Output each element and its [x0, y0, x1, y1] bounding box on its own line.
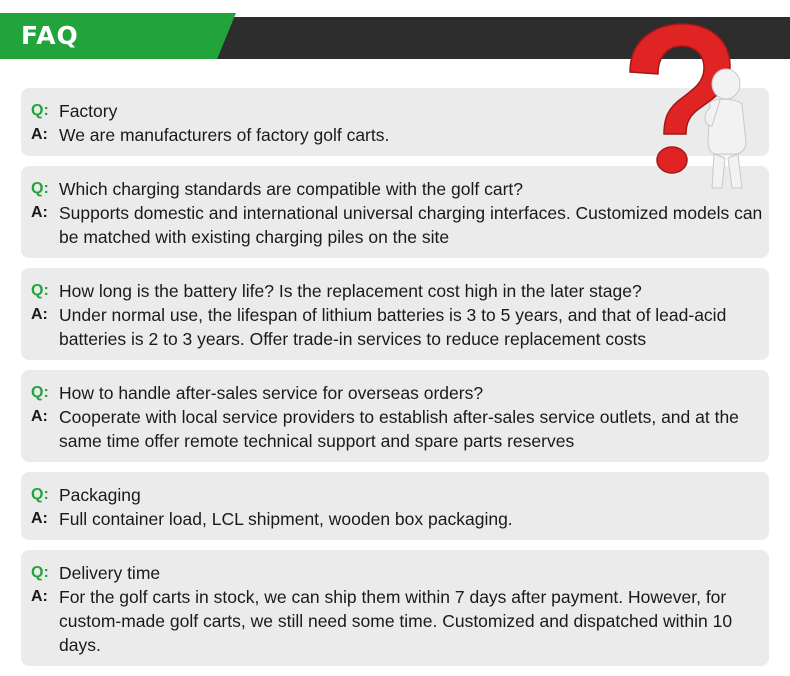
answer-tag: A:	[31, 204, 48, 221]
answer-text: Cooperate with local service providers to establish after-sales service outlets, and at the same time offer remote technical support and spare parts reserves	[59, 407, 739, 451]
answer-tag: A:	[31, 588, 48, 605]
question-tag: Q:	[31, 384, 49, 401]
answer-text: For the golf carts in stock, we can ship them within 7 days after payment. However, for custom-made golf carts, we still need some time. Customized and dispatched within 10 days.	[59, 587, 733, 655]
page-title: FAQ	[21, 21, 79, 50]
answer-row	[31, 585, 763, 657]
question-tag: Q:	[31, 102, 49, 119]
question-text: Which charging standards are compatible with the golf cart?	[59, 179, 523, 199]
answer-row	[31, 405, 763, 453]
question-mark-thinker-icon	[612, 22, 762, 194]
question-tag: Q:	[31, 486, 49, 503]
answer-text: We are manufacturers of factory golf carts.	[59, 125, 390, 145]
question-text: Delivery time	[59, 563, 161, 583]
question-text: Factory	[59, 101, 118, 121]
answer-text: Under normal use, the lifespan of lithium batteries is 3 to 5 years, and that of lead-acid batteries is 2 to 3 years. Offer trade-in services to reduce replacement costs	[59, 305, 727, 349]
answer-row	[31, 201, 763, 249]
answer-text: Full container load, LCL shipment, wooden box packaging.	[59, 509, 513, 529]
answer-text: Supports domestic and international universal charging interfaces. Customized models can be matched with existing charging piles on the site	[59, 203, 763, 247]
answer-row	[31, 303, 763, 351]
question-text: Packaging	[59, 485, 141, 505]
answer-row	[31, 507, 763, 531]
question-tag: Q:	[31, 282, 49, 299]
question-row	[31, 483, 763, 507]
faq-item-delivery	[21, 550, 769, 666]
answer-tag: A:	[31, 126, 48, 143]
question-tag: Q:	[31, 564, 49, 581]
answer-tag: A:	[31, 306, 48, 323]
question-row	[31, 561, 763, 585]
answer-tag: A:	[31, 510, 48, 527]
answer-tag: A:	[31, 408, 48, 425]
question-tag: Q:	[31, 180, 49, 197]
question-text: How to handle after-sales service for overseas orders?	[59, 383, 484, 403]
faq-item-packaging	[21, 472, 769, 540]
question-row	[31, 381, 763, 405]
faq-item-after-sales	[21, 370, 769, 462]
question-row	[31, 279, 763, 303]
question-text: How long is the battery life? Is the replacement cost high in the later stage?	[59, 281, 642, 301]
faq-item-battery	[21, 268, 769, 360]
